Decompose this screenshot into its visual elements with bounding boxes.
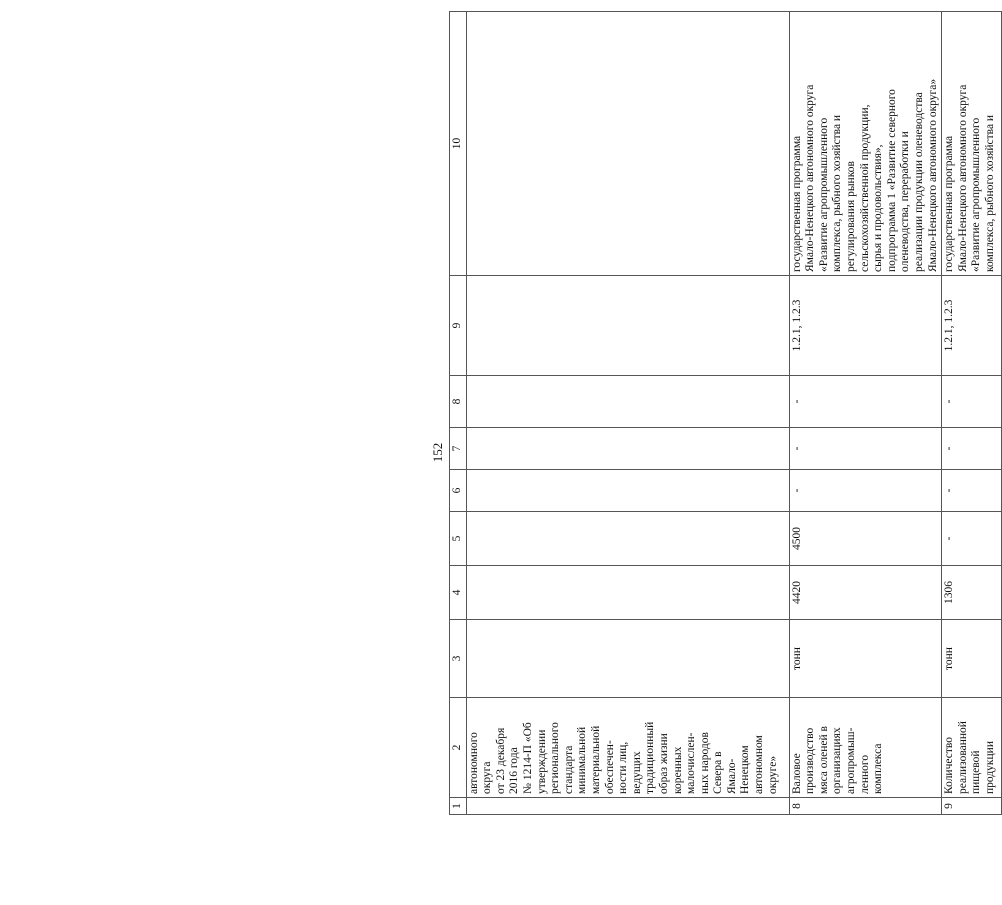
table-row — [942, 12, 1002, 815]
program-cell: государственная программа Ямало-Ненецкого автономного округа «Развитие агропромышленного комплекса, рыбного хозяйства и регулирования рынков сельскохозяйственной продукции, сырья и продовольствия», подпрограмма 1 «Развитие северного оленеводства, переработки и реализации продукции оленеводства Ямало-Ненецкого автономного округа» — [789, 12, 942, 276]
value-cell: 4500 — [789, 512, 942, 566]
value-cell — [466, 566, 789, 620]
header-cell: 2 — [450, 698, 467, 798]
unit-cell: тонн — [942, 620, 1002, 698]
header-cell: 3 — [450, 620, 467, 698]
value-cell: - — [942, 428, 1002, 470]
measures-cell: 1.2.1, 1.2.3 — [942, 276, 1002, 376]
value-cell — [466, 512, 789, 566]
header-cell: 9 — [450, 276, 467, 376]
value-cell — [466, 470, 789, 512]
row-number: 8 — [789, 798, 942, 815]
header-cell: 5 — [450, 512, 467, 566]
value-cell: - — [942, 470, 1002, 512]
value-cell: 4420 — [789, 566, 942, 620]
unit-cell: тонн — [789, 620, 942, 698]
value-cell: - — [942, 376, 1002, 428]
indicator-name: Количество реализованной пищевой продукции — [942, 698, 1002, 798]
header-cell: 6 — [450, 470, 467, 512]
value-cell: - — [789, 428, 942, 470]
program-cell — [466, 12, 789, 276]
header-cell: 1 — [450, 798, 467, 815]
header-cell: 10 — [450, 12, 467, 276]
indicator-table — [449, 11, 1002, 815]
value-cell: - — [789, 376, 942, 428]
measures-cell — [466, 276, 789, 376]
value-cell — [466, 428, 789, 470]
row-number — [466, 798, 789, 815]
program-cell: государственная программа Ямало-Ненецкого автономного округа «Развитие агропромышленного комплекса, рыбного хозяйства и — [942, 12, 1002, 276]
value-cell: - — [942, 512, 1002, 566]
header-row — [450, 12, 467, 815]
indicator-name: Валовое производство мяса оленей в организациях агропромыш- ленного комплекса — [789, 698, 942, 798]
value-cell — [466, 376, 789, 428]
header-cell: 4 — [450, 566, 467, 620]
header-cell: 7 — [450, 428, 467, 470]
unit-cell — [466, 620, 789, 698]
indicator-name: автономного округа от 23 декабря 2016 года № 1214-П «Об утверждении регионального стандарта минимальной материальной обеспечен- ности лиц, ведущих традиционный образ жизни коренных малочислен- ных народов Севера в Ямало- Ненецком автономном округе» — [466, 698, 789, 798]
page-number: 152 — [430, 442, 445, 463]
table-row — [466, 12, 789, 815]
table-row — [789, 12, 942, 815]
header-cell: 8 — [450, 376, 467, 428]
measures-cell: 1.2.1, 1.2.3 — [789, 276, 942, 376]
value-cell: 1306 — [942, 566, 1002, 620]
value-cell: - — [789, 470, 942, 512]
row-number: 9 — [942, 798, 1002, 815]
